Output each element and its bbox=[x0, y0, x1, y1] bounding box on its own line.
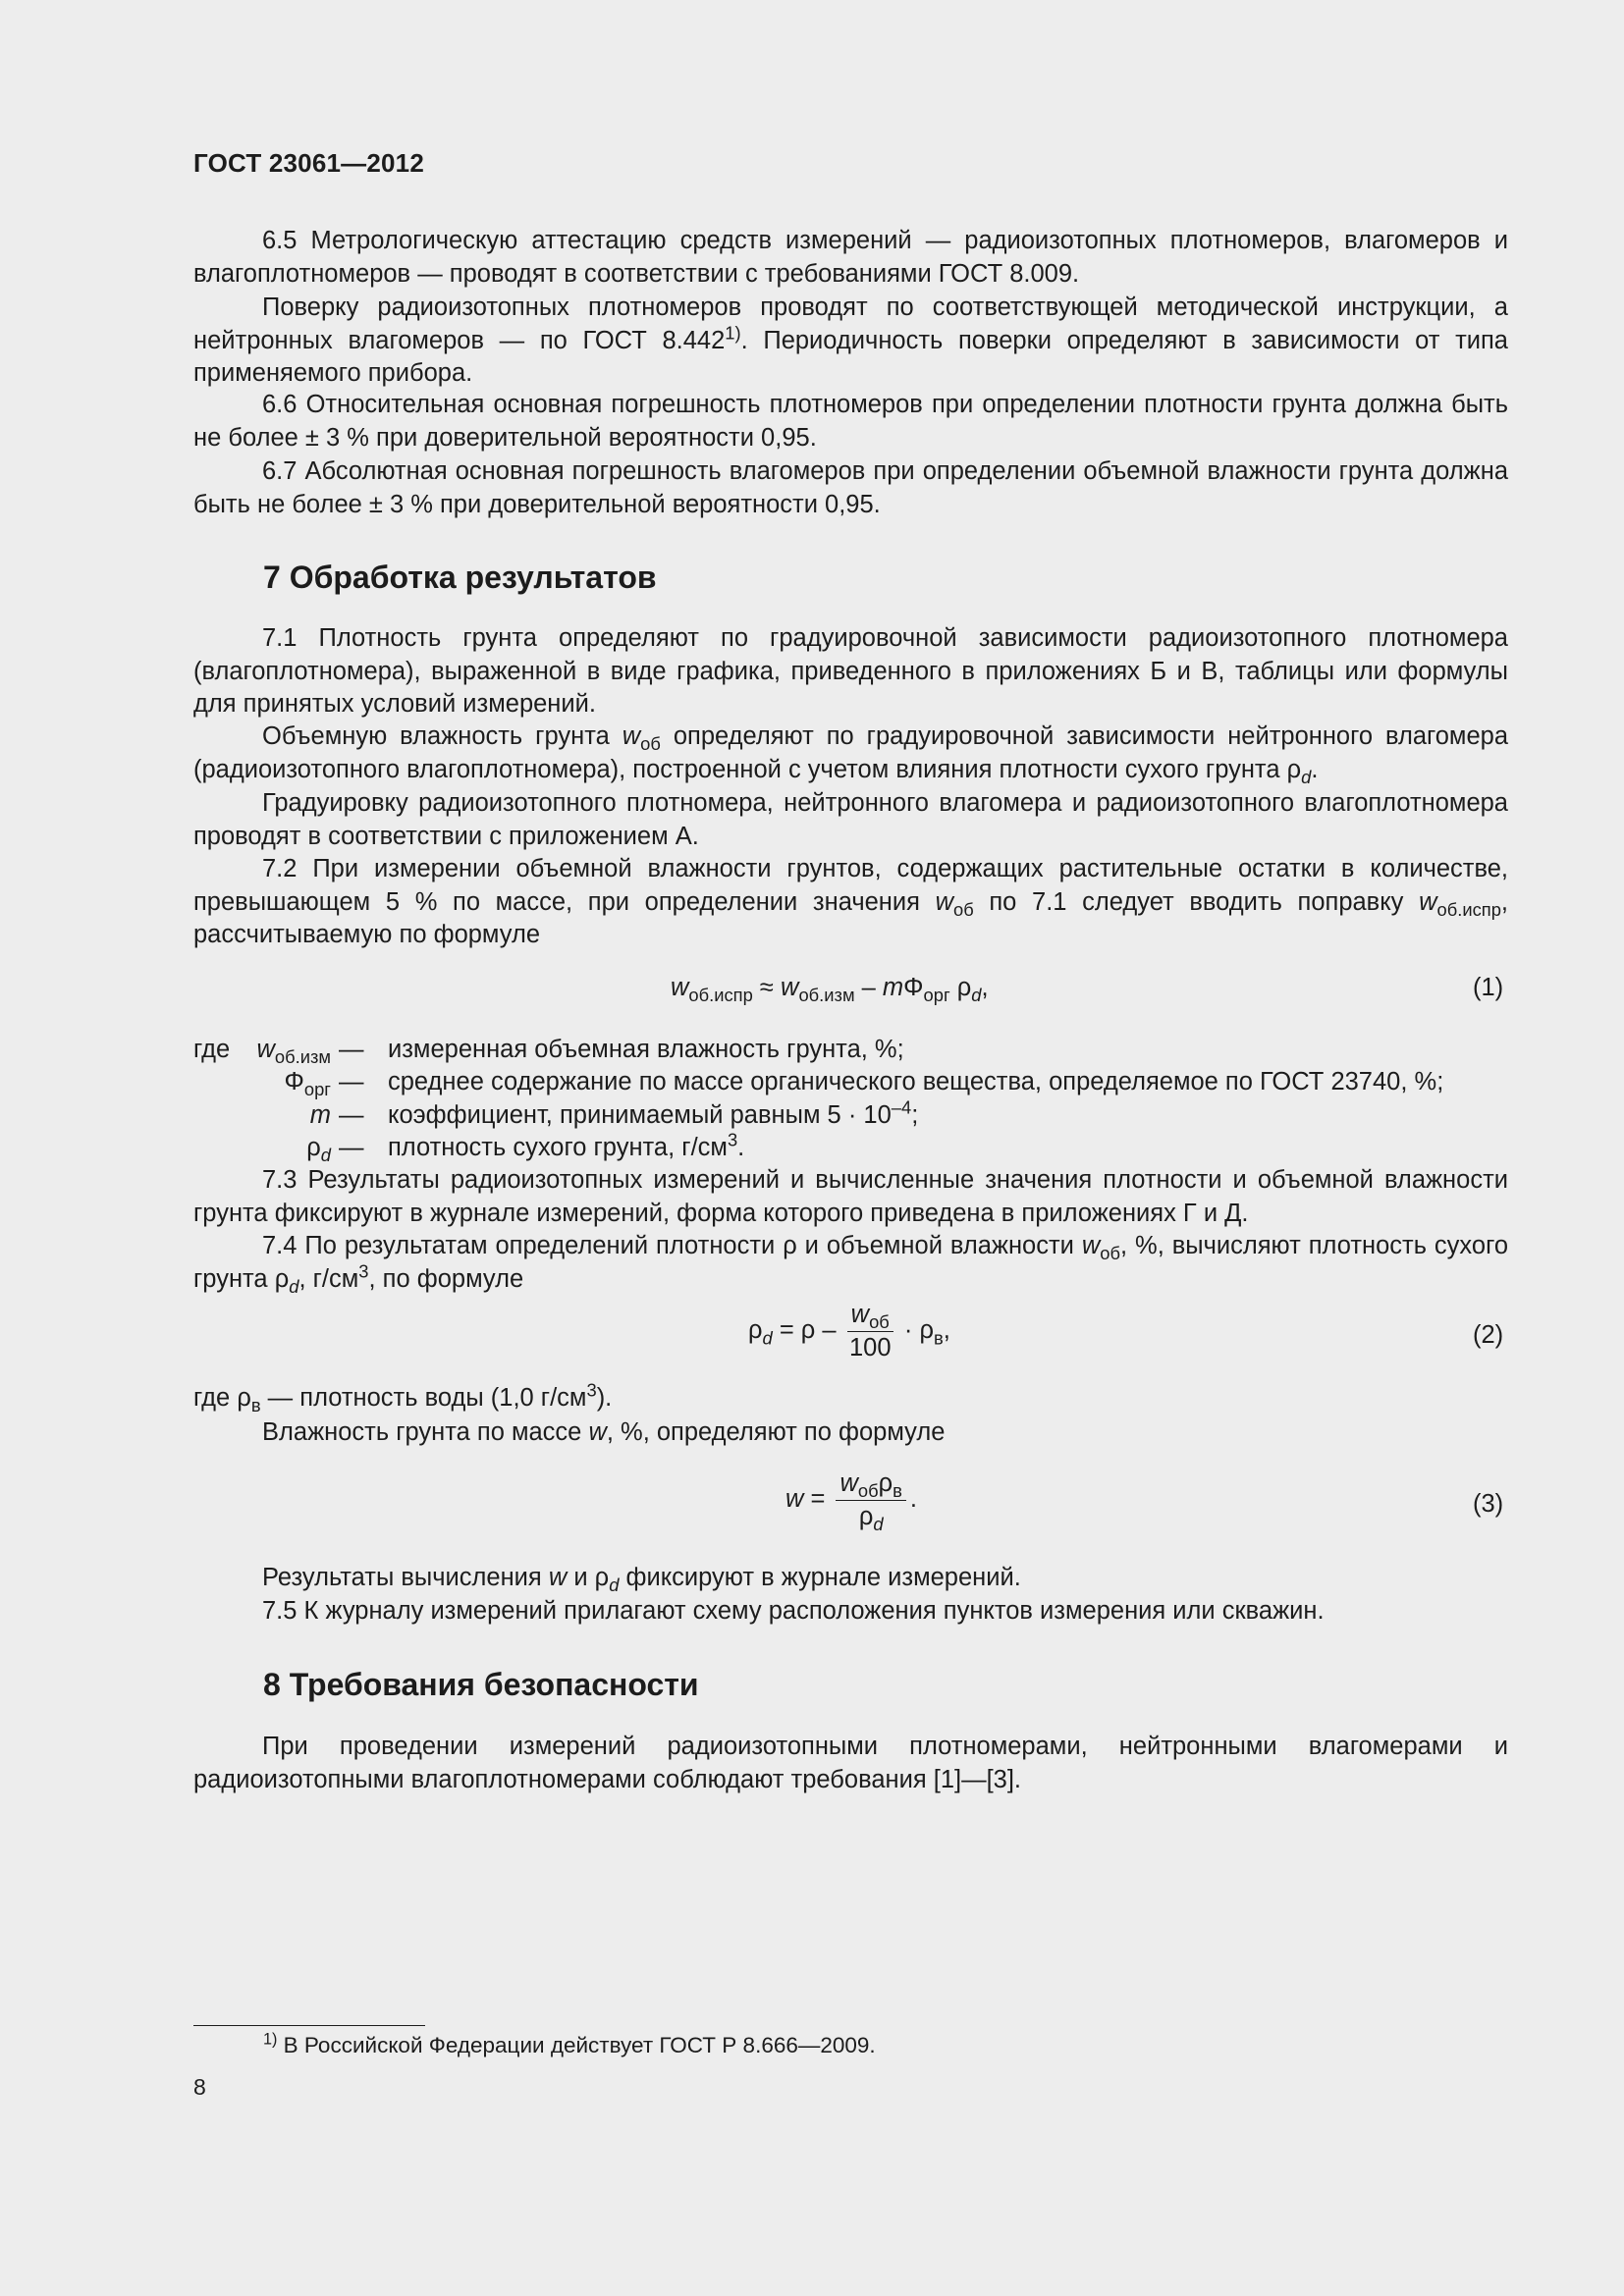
page-number: 8 bbox=[193, 2074, 206, 2100]
paragraph-calibration: Градуировку радиоизотопного плотномера, нейтронного влагомера и радиоизотопного влагоплотномера проводят в соответствии с приложением А. bbox=[193, 789, 1508, 850]
paragraph-results: Результаты вычисления w и $\rho_d$ фиксируют в журнале измерений. bbox=[262, 1564, 1021, 1596]
equation-number-1: (1) bbox=[1473, 974, 1504, 1001]
standard-code-header: ГОСТ 23061—2012 bbox=[193, 148, 424, 178]
where-item: коэффициент, принимаемый равным $5 \cdot 10^{-4}$; bbox=[388, 1096, 919, 1129]
equation-number-3: (3) bbox=[1473, 1490, 1504, 1518]
where-water-density: где $\rho_в$ — плотность воды (1,0 $г/см^3$). bbox=[193, 1379, 613, 1416]
paragraph-mass-moisture: Влажность грунта по массе w, %, определяют по формуле bbox=[262, 1418, 946, 1446]
section-7-heading: 7 Обработка результатов bbox=[263, 560, 657, 595]
paragraph-7-5: 7.5 К журналу измерений прилагают схему расположения пунктов измерения или скважин. bbox=[262, 1597, 1325, 1625]
where-item: измеренная объемная влажность грунта, %; bbox=[388, 1036, 904, 1063]
formula-1: $w_{об.испр} \approx w_{об.изм} - m\Phi_{орг}$ $\rho_d$, bbox=[671, 974, 989, 1006]
paragraph-6-7: 6.7 Абсолютная основная погрешность влагомеров при определении объемной влажности грунта должна быть не более ± 3 % при доверительной вероятности 0,95. bbox=[193, 457, 1508, 518]
fraction: $\frac{w_{об}}{100}$ bbox=[847, 1301, 893, 1362]
where-list: $w_{об.изм}$ — измеренная объемная влажность грунта, %; $\Phi_{орг}$ — среднее содержание по массе органического вещества, определяемое по ГОСТ 23740, %; m — коэффициент, принимаемый равным $5 \cdot 10^{-4}$; $\rho_d$ — плотность сухого грунта, $г/см^3$. bbox=[193, 1034, 1508, 1171]
paragraph-7-3: 7.3 Результаты радиоизотопных измерений и вычисленные значения плотности и объемной влажности грунта фиксируют в журнале измерений, форма которого приведена в приложениях Г и Д. bbox=[193, 1166, 1508, 1227]
where-label: где bbox=[193, 1036, 231, 1063]
paragraph-verification: Поверку радиоизотопных плотномеров проводят по соответствующей методической инструкции, а нейтронных влагомеров — по ГОСТ 8.442$^{1)}$. Периодичность поверки определяют в зависимости от типа применяемого прибора. bbox=[193, 294, 1508, 387]
fraction: $\frac{w_{об}\rho_в}{\rho_d}$ bbox=[836, 1469, 905, 1531]
paragraph-7-4: 7.4 По результатам определений плотности ρ и объемной влажности $w_{об}$, %, вычисляют плотность сухого грунта $\rho_d$, $г/см^3$, по формуле bbox=[193, 1232, 1509, 1297]
footnote-separator bbox=[193, 2025, 425, 2026]
paragraph-volumetric-moisture: Объемную влажность грунта $w_{об}$ определяют по градуировочной зависимости нейтронного влагомера (радиоизотопного влагоплотномера), построенной с учетом влияния плотности сухого грунта $\rho_d$. bbox=[193, 722, 1509, 787]
formula-2: $\rho_d = \rho$ – $\frac{w_{об}}{100}$ · $\rho_в$, bbox=[748, 1301, 950, 1362]
paragraph-7-2: 7.2 При измерении объемной влажности грунтов, содержащих растительные остатки в количестве, превышающем 5 % по массе, при определении значения $w_{об}$ по 7.1 следует вводить поправку $w_{об.испр}$, рассчитываемую по формуле bbox=[193, 855, 1509, 948]
paragraph-6-6: 6.6 Относительная основная погрешность плотномеров при определении плотности грунта должна быть не более ± 3 % при доверительной вероятности 0,95. bbox=[193, 391, 1508, 452]
where-item: среднее содержание по массе органического вещества, определяемое по ГОСТ 23740, %; bbox=[388, 1068, 1444, 1095]
formula-3: w = $\frac{w_{об}\rho_в}{\rho_d}$ . bbox=[785, 1469, 918, 1535]
equation-number-2: (2) bbox=[1473, 1321, 1504, 1349]
paragraph-7-1: 7.1 Плотность грунта определяют по градуировочной зависимости радиоизотопного плотномера (влагоплотномера), выраженной в виде графика, приведенного в приложениях Б и В, таблицы или формулы для принятых условий измерений. bbox=[193, 624, 1508, 718]
paragraph-6-5: 6.5 Метрологическую аттестацию средств измерений — радиоизотопных плотномеров, влагомеров и влагоплотномеров — проводят в соответствии с требованиями ГОСТ 8.009. bbox=[193, 227, 1508, 288]
section-8-heading: 8 Требования безопасности bbox=[263, 1667, 699, 1702]
footnote-ref: 1) bbox=[725, 322, 741, 343]
paragraph-8: При проведении измерений радиоизотопными плотномерами, нейтронными влагомерами и радиоизотопными влагоплотномерами соблюдают требования [1]—[3]. bbox=[193, 1733, 1508, 1793]
where-item: плотность сухого грунта, $г/см^3$. bbox=[388, 1129, 745, 1161]
footnote: $^{1)}$ В Российской Федерации действует ГОСТ Р 8.666—2009. bbox=[263, 2030, 876, 2057]
